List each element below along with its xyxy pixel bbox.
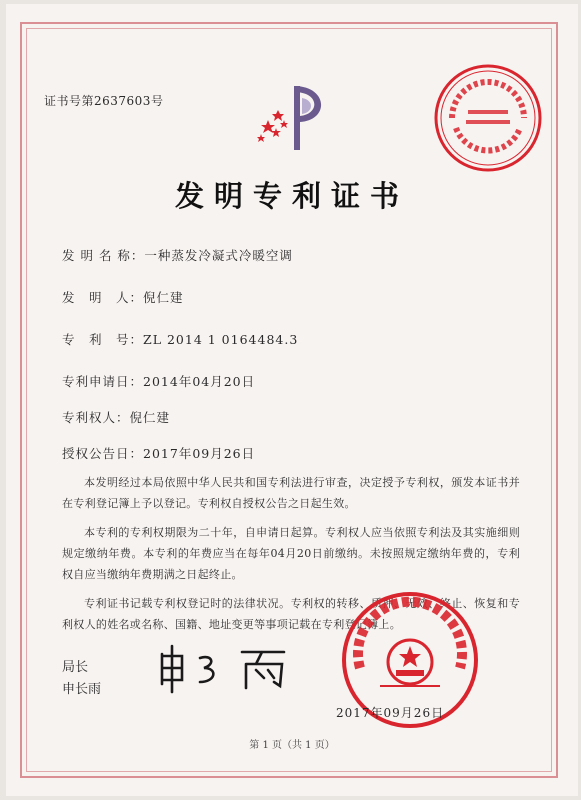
patent-number-label: 专 利 号： (62, 332, 144, 347)
invention-name-label: 发 明 名 称： (62, 248, 145, 263)
agency-seal-icon (432, 62, 544, 174)
page-title: 发明专利证书 (174, 179, 409, 213)
body-paragraph-1: 本发明经过本局依照中华人民共和国专利法进行审查，决定授予专利权，颁发本证书并在专利登记簿上予以登记。专利权自授权公告之日起生效。 (62, 476, 520, 510)
application-date-label: 专利申请日： (62, 374, 144, 389)
director-name: 申长雨 (62, 682, 102, 697)
patentee-label: 专利权人： (62, 410, 130, 425)
inventor-value: 倪仁建 (143, 290, 184, 305)
certificate-number: 证书号第2637603号 (44, 94, 164, 108)
patentee-row (62, 408, 170, 426)
director-signature-icon (156, 644, 326, 694)
director-title: 局长 (62, 660, 89, 675)
patent-number-row (62, 330, 298, 348)
application-date-value: 2014年04月20日 (143, 374, 256, 389)
grant-date-value: 2017年09月26日 (143, 446, 256, 461)
seal-date: 2017年09月26日 (336, 706, 445, 720)
inventor-label: 发 明 人： (62, 290, 144, 305)
grant-date-label: 授权公告日： (62, 446, 144, 461)
body-paragraph-3: 专利证书记载专利权登记时的法律状况。专利权的转移、质押、无效、终止、恢复和专利权人的姓名或名称、国籍、地址变更等事项记载在专利登记簿上。 (62, 597, 520, 631)
patent-number-value: ZL 2014 1 0164484.3 (143, 332, 299, 347)
body-paragraph-2: 本专利的专利权期限为二十年，自申请日起算。专利权人应当依照专利法及其实施细则规定缴纳年费。本专利的年费应当在每年04月20日前缴纳。未按照规定缴纳年费的，专利权自应当缴纳年费期满之日起终止。 (62, 526, 520, 581)
patent-office-logo-icon (250, 80, 328, 152)
inventor-row (62, 288, 184, 306)
invention-name-row (62, 246, 293, 264)
grant-date-row (62, 444, 255, 462)
patentee-value: 倪仁建 (129, 410, 171, 425)
page-footer: 第 1 页（共 1 页） (249, 740, 335, 751)
application-date-row (62, 372, 255, 390)
invention-name-value: 一种蒸发冷凝式冷暖空调 (144, 248, 293, 263)
certificate-page (6, 4, 578, 796)
